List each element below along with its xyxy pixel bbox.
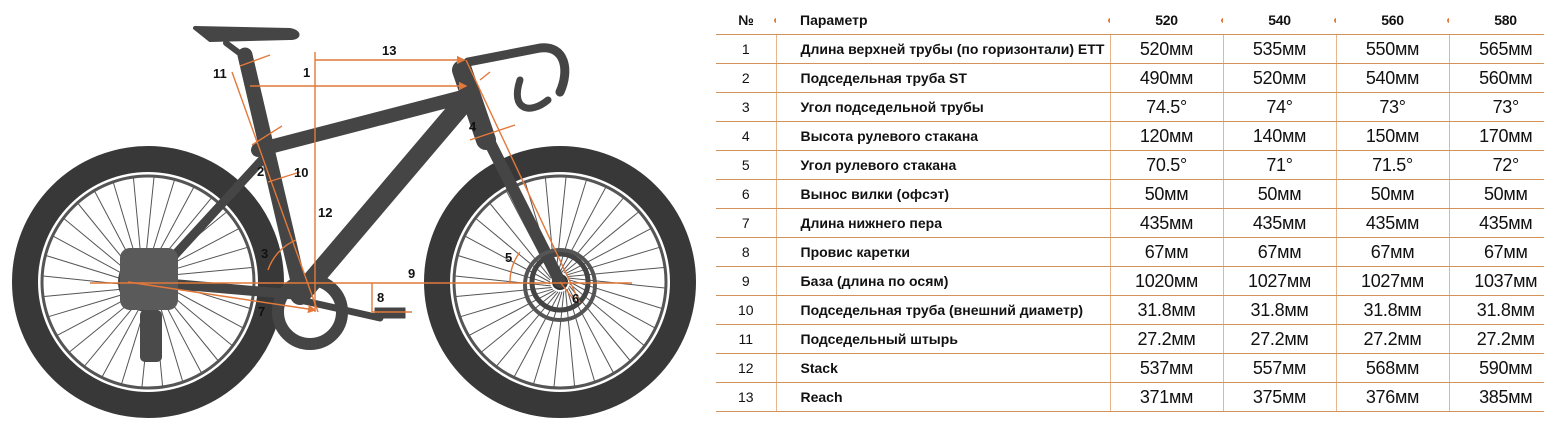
diagram-label-5: 5 xyxy=(505,250,513,265)
row-parameter: Подседельная труба (внешний диаметр) xyxy=(776,296,1110,325)
row-value: 568мм xyxy=(1336,354,1449,383)
diagram-label-4: 4 xyxy=(469,119,477,134)
table-row xyxy=(716,151,1544,180)
row-value: 435мм xyxy=(1449,209,1544,238)
table-row xyxy=(716,296,1544,325)
row-number: 2 xyxy=(716,64,776,93)
spoke xyxy=(564,212,639,273)
diagram-label-1: 1 xyxy=(303,65,311,80)
row-number: 9 xyxy=(716,267,776,296)
row-value: 72° xyxy=(1449,151,1544,180)
row-value: 27.2мм xyxy=(1110,325,1223,354)
row-parameter: Угол подседельной трубы xyxy=(776,93,1110,122)
row-value: 67мм xyxy=(1223,238,1336,267)
geometry-table xyxy=(716,6,1544,412)
bike-geometry-diagram xyxy=(0,0,700,432)
row-number: 13 xyxy=(716,383,776,412)
row-parameter: Длина нижнего пера xyxy=(776,209,1110,238)
row-value: 71° xyxy=(1223,151,1336,180)
row-value: 537мм xyxy=(1110,354,1223,383)
spoke xyxy=(556,177,566,273)
row-number: 7 xyxy=(716,209,776,238)
row-value: 550мм xyxy=(1336,35,1449,64)
row-number: 5 xyxy=(716,151,776,180)
header-size-540: 540 xyxy=(1223,6,1336,35)
row-value: 70.5° xyxy=(1110,151,1223,180)
row-value: 31.8мм xyxy=(1336,296,1449,325)
diagram-label-13: 13 xyxy=(382,43,397,58)
table-row xyxy=(716,209,1544,238)
row-parameter: Провис каретки xyxy=(776,238,1110,267)
spoke xyxy=(514,292,560,377)
spoke xyxy=(455,276,551,286)
row-value: 73° xyxy=(1449,93,1544,122)
row-value: 50мм xyxy=(1449,180,1544,209)
row-value: 435мм xyxy=(1223,209,1336,238)
table-row xyxy=(716,267,1544,296)
row-value: 120мм xyxy=(1110,122,1223,151)
row-value: 140мм xyxy=(1223,122,1336,151)
row-value: 67мм xyxy=(1449,238,1544,267)
row-value: 376мм xyxy=(1336,383,1449,412)
row-value: 371мм xyxy=(1110,383,1223,412)
row-value: 31.8мм xyxy=(1449,296,1544,325)
row-number: 3 xyxy=(716,93,776,122)
row-value: 31.8мм xyxy=(1110,296,1223,325)
row-number: 12 xyxy=(716,354,776,383)
row-value: 375мм xyxy=(1223,383,1336,412)
row-value: 435мм xyxy=(1110,209,1223,238)
row-value: 590мм xyxy=(1449,354,1544,383)
row-value: 27.2мм xyxy=(1336,325,1449,354)
row-value: 520мм xyxy=(1110,35,1223,64)
row-value: 150мм xyxy=(1336,122,1449,151)
table-row xyxy=(716,122,1544,151)
row-value: 565мм xyxy=(1449,35,1544,64)
row-parameter: Подседельный штырь xyxy=(776,325,1110,354)
diagram-label-8: 8 xyxy=(377,290,385,305)
table-row xyxy=(716,354,1544,383)
row-value: 560мм xyxy=(1449,64,1544,93)
row-number: 10 xyxy=(716,296,776,325)
row-value: 490мм xyxy=(1110,64,1223,93)
row-parameter: Высота рулевого стакана xyxy=(776,122,1110,151)
spoke xyxy=(566,229,651,274)
table-row xyxy=(716,64,1544,93)
row-parameter: Stack xyxy=(776,354,1110,383)
row-value: 74° xyxy=(1223,93,1336,122)
row-value: 540мм xyxy=(1336,64,1449,93)
diagram-label-9: 9 xyxy=(408,266,416,281)
diagram-label-7: 7 xyxy=(258,304,266,319)
table-row xyxy=(716,383,1544,412)
header-parameter: Параметр xyxy=(776,6,1110,35)
row-value: 520мм xyxy=(1223,64,1336,93)
row-parameter: Reach xyxy=(776,383,1110,412)
diagram-label-12: 12 xyxy=(318,205,333,220)
row-parameter: База (длина по осям) xyxy=(776,267,1110,296)
row-parameter: Вынос вилки (офсэт) xyxy=(776,180,1110,209)
spoke xyxy=(482,291,557,352)
table-row xyxy=(716,35,1544,64)
row-value: 27.2мм xyxy=(1449,325,1544,354)
row-value: 50мм xyxy=(1110,180,1223,209)
row-value: 31.8мм xyxy=(1223,296,1336,325)
row-number: 6 xyxy=(716,180,776,209)
row-value: 557мм xyxy=(1223,354,1336,383)
row-parameter: Угол рулевого стакана xyxy=(776,151,1110,180)
row-value: 1037мм xyxy=(1449,267,1544,296)
row-number: 11 xyxy=(716,325,776,354)
row-value: 67мм xyxy=(1336,238,1449,267)
row-parameter: Длина верхней трубы (по горизонтали) ETT xyxy=(776,35,1110,64)
diagram-label-3: 3 xyxy=(261,246,269,261)
diagram-label-11: 11 xyxy=(213,66,227,81)
spoke xyxy=(570,282,655,328)
row-value: 1020мм xyxy=(1110,267,1223,296)
row-value: 74.5° xyxy=(1110,93,1223,122)
table-row xyxy=(716,180,1544,209)
row-value: 73° xyxy=(1336,93,1449,122)
header-size-580: 580 xyxy=(1449,6,1544,35)
table-row xyxy=(716,93,1544,122)
row-value: 50мм xyxy=(1223,180,1336,209)
header-number: № xyxy=(716,6,776,35)
diagram-label-6: 6 xyxy=(572,291,580,306)
row-number: 8 xyxy=(716,238,776,267)
spoke xyxy=(554,291,564,387)
table-row xyxy=(716,325,1544,354)
header-size-520: 520 xyxy=(1110,6,1223,35)
diagram-label-10: 10 xyxy=(294,165,309,180)
row-value: 170мм xyxy=(1449,122,1544,151)
row-value: 435мм xyxy=(1336,209,1449,238)
row-value: 1027мм xyxy=(1223,267,1336,296)
row-parameter: Подседельная труба ST xyxy=(776,64,1110,93)
row-value: 1027мм xyxy=(1336,267,1449,296)
row-number: 1 xyxy=(716,35,776,64)
diagram-label-2: 2 xyxy=(257,164,265,179)
row-value: 71.5° xyxy=(1336,151,1449,180)
row-value: 385мм xyxy=(1449,383,1544,412)
row-value: 67мм xyxy=(1110,238,1223,267)
table-row xyxy=(716,238,1544,267)
row-value: 50мм xyxy=(1336,180,1449,209)
header-size-560: 560 xyxy=(1336,6,1449,35)
row-value: 27.2мм xyxy=(1223,325,1336,354)
table-header-row xyxy=(716,6,1544,35)
row-value: 535мм xyxy=(1223,35,1336,64)
row-number: 4 xyxy=(716,122,776,151)
